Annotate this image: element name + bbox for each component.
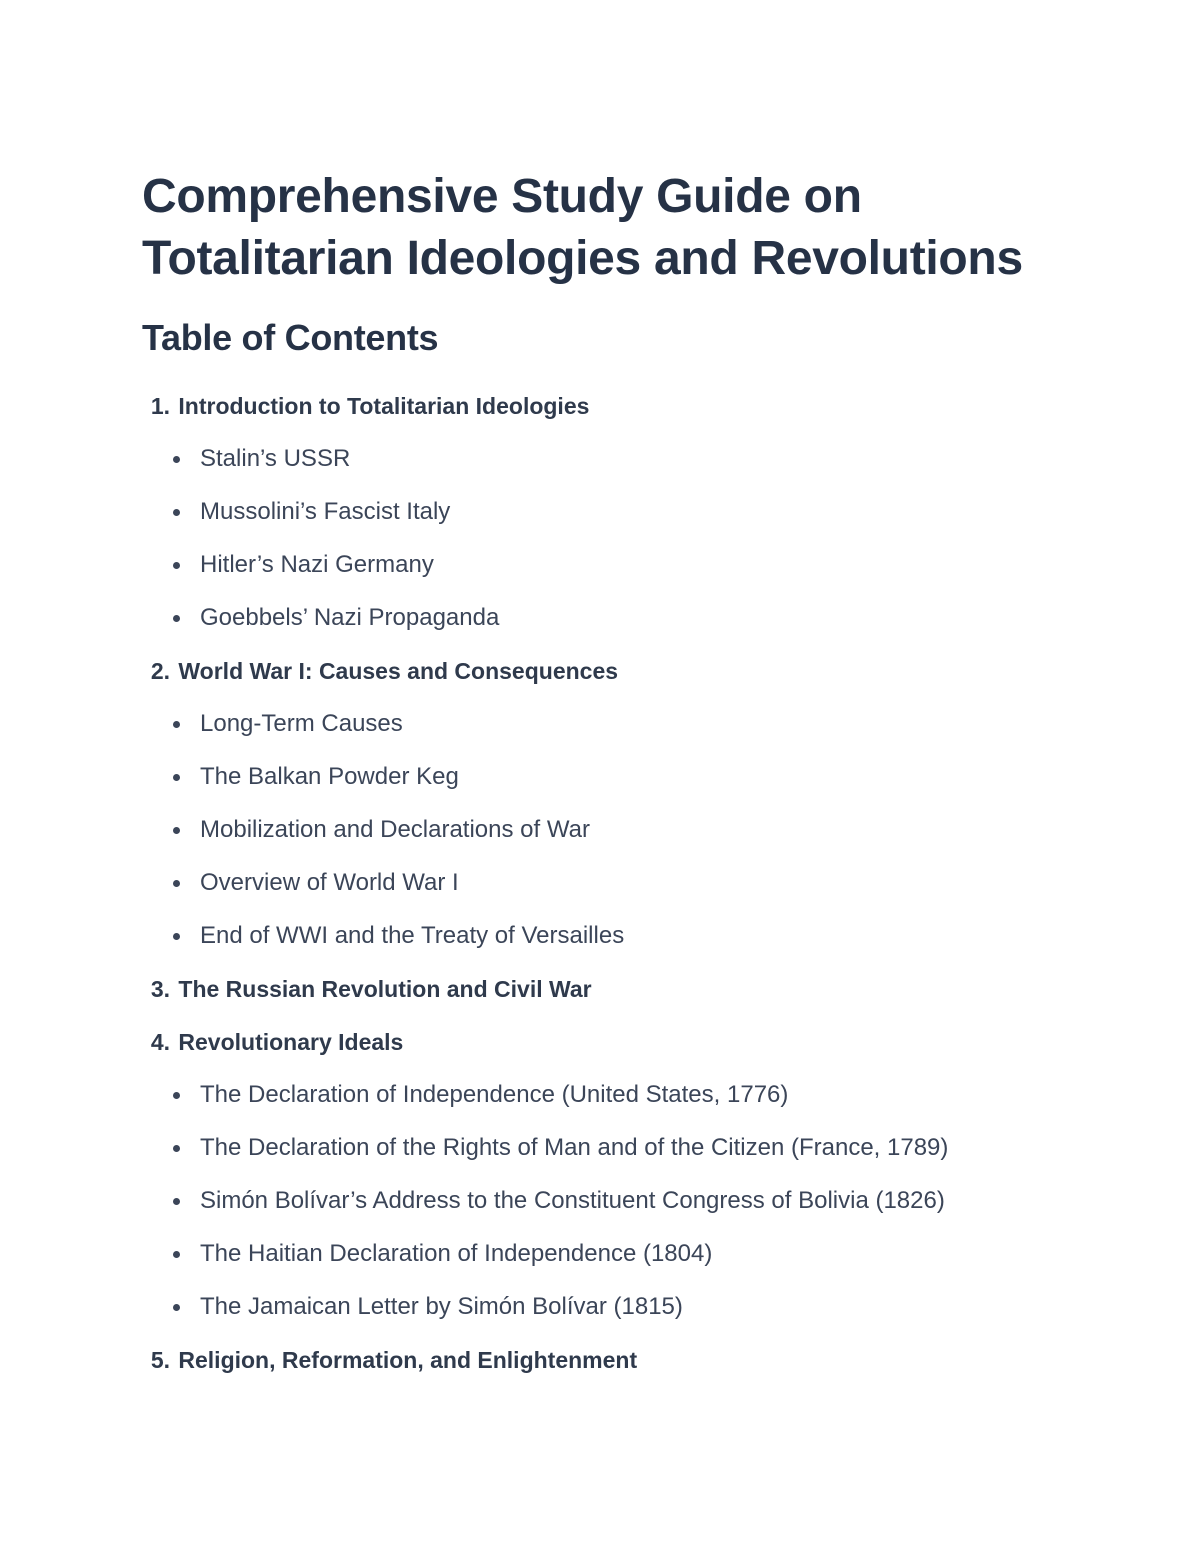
- list-item: [142, 597, 1102, 650]
- list-item: [142, 1074, 1102, 1127]
- title-line-1: Comprehensive Study Guide on: [142, 170, 862, 223]
- list-item-label: Long-Term Causes: [200, 710, 403, 737]
- bullet-icon: [173, 456, 180, 463]
- bullet-icon: [173, 774, 180, 781]
- list-item-label: Hitler’s Nazi Germany: [200, 551, 434, 578]
- title-line-2: Totalitarian Ideologies and Revolutions: [142, 232, 1023, 285]
- bullet-icon: [173, 562, 180, 569]
- list-item-label: End of WWI and the Treaty of Versailles: [200, 922, 625, 949]
- section-heading: [142, 650, 1102, 703]
- subsection-list: [142, 703, 1102, 968]
- list-item: [142, 491, 1102, 544]
- bullet-icon: [173, 880, 180, 887]
- list-item: [142, 544, 1102, 597]
- bullet-icon: [173, 615, 180, 622]
- section-number: 1.: [150, 393, 170, 419]
- list-item-label: The Declaration of Independence (United States, 1776): [200, 1081, 789, 1108]
- table-of-contents: [142, 385, 1102, 1392]
- section-title: World War I: Causes and Consequences: [178, 658, 619, 684]
- list-item: [142, 703, 1102, 756]
- list-item: [142, 1286, 1102, 1339]
- section-number: 5.: [150, 1347, 170, 1373]
- list-item: [142, 809, 1102, 862]
- section-title: Introduction to Totalitarian Ideologies: [178, 393, 590, 419]
- list-item: [142, 756, 1102, 809]
- bullet-icon: [173, 721, 180, 728]
- section-number: 3.: [150, 976, 170, 1002]
- list-item: [142, 915, 1102, 968]
- subsection-list: [142, 438, 1102, 650]
- toc-heading: Table of Contents: [142, 317, 439, 358]
- bullet-icon: [173, 1145, 180, 1152]
- list-item-label: Mussolini’s Fascist Italy: [200, 498, 451, 525]
- list-item-label: Overview of World War I: [200, 869, 459, 896]
- toc-section-3: [142, 968, 1102, 1021]
- list-item-label: The Declaration of the Rights of Man and of the Citizen (France, 1789): [200, 1134, 949, 1161]
- list-item-label: Stalin’s USSR: [200, 445, 351, 472]
- section-number: 2.: [150, 658, 170, 684]
- toc-section-2: [142, 650, 1102, 968]
- list-item-label: Goebbels’ Nazi Propaganda: [200, 604, 500, 631]
- bullet-icon: [173, 933, 180, 940]
- list-item: [142, 1180, 1102, 1233]
- bullet-icon: [173, 1198, 180, 1205]
- list-item: [142, 1233, 1102, 1286]
- list-item: [142, 1127, 1102, 1180]
- section-number: 4.: [150, 1029, 170, 1055]
- bullet-icon: [173, 1251, 180, 1258]
- toc-section-5: [142, 1339, 1102, 1392]
- list-item-label: The Jamaican Letter by Simón Bolívar (1815): [200, 1293, 683, 1320]
- list-item: [142, 438, 1102, 491]
- section-title: Religion, Reformation, and Enlightenment: [178, 1347, 638, 1373]
- section-heading: [142, 1021, 1102, 1074]
- section-heading: [142, 385, 1102, 438]
- list-item-label: The Balkan Powder Keg: [200, 763, 459, 790]
- section-title: Revolutionary Ideals: [178, 1029, 404, 1055]
- document-title: [142, 166, 1122, 290]
- toc-section-4: [142, 1021, 1102, 1339]
- list-item-label: The Haitian Declaration of Independence (1804): [200, 1240, 713, 1267]
- bullet-icon: [173, 827, 180, 834]
- section-title: The Russian Revolution and Civil War: [178, 976, 592, 1002]
- bullet-icon: [173, 509, 180, 516]
- section-heading: [142, 1339, 1102, 1392]
- list-item: [142, 862, 1102, 915]
- toc-section-1: [142, 385, 1102, 650]
- subsection-list: [142, 1074, 1102, 1339]
- section-heading: [142, 968, 1102, 1021]
- list-item-label: Simón Bolívar’s Address to the Constituent Congress of Bolivia (1826): [200, 1187, 945, 1214]
- bullet-icon: [173, 1304, 180, 1311]
- bullet-icon: [173, 1092, 180, 1099]
- list-item-label: Mobilization and Declarations of War: [200, 816, 590, 843]
